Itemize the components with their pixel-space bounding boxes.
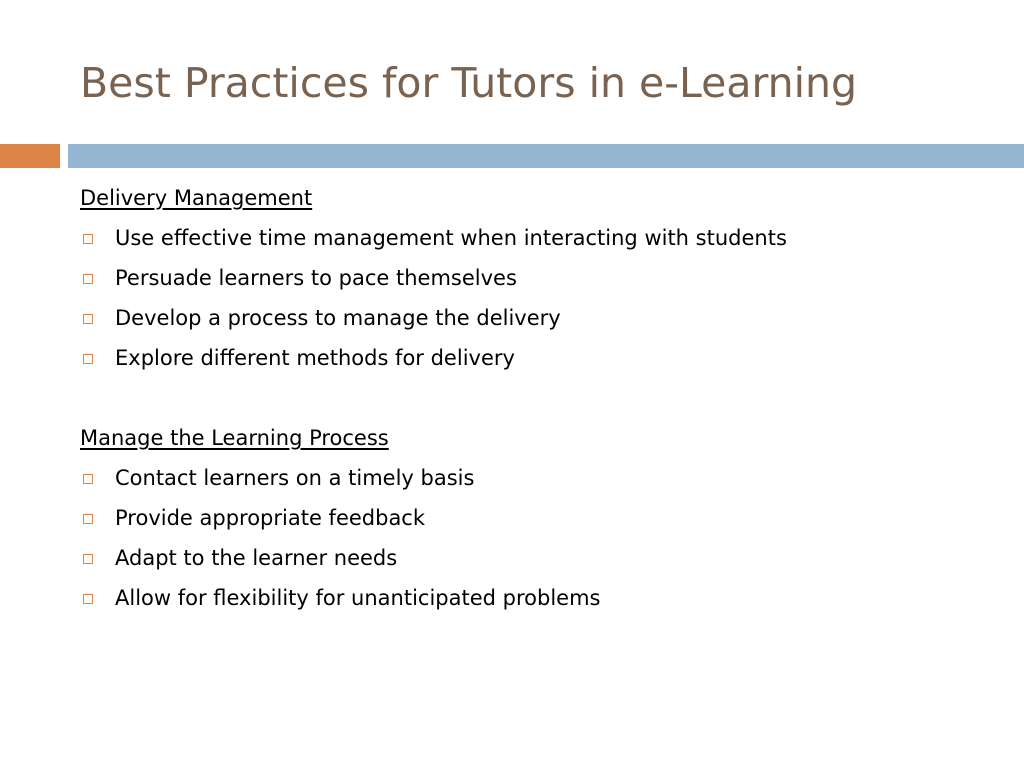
bullet-text: Explore different methods for delivery [115,346,515,370]
bullet-text: Use effective time management when interacting with students [115,226,787,250]
accent-bar-blue [68,144,1024,168]
bullet-text: Provide appropriate feedback [115,506,426,530]
square-bullet-icon [83,234,93,244]
section-heading: Delivery Management [80,186,313,210]
bullet-text: Develop a process to manage the delivery [115,306,561,330]
bullet-item [80,498,1000,538]
square-bullet-icon [83,594,93,604]
section-spacer [80,378,1000,418]
square-bullet-icon [83,474,93,484]
bullet-item [80,458,1000,498]
square-bullet-icon [83,514,93,524]
section-delivery-management [80,178,1000,378]
accent-bar-orange [0,144,60,168]
bullet-text: Adapt to the learner needs [115,546,398,570]
square-bullet-icon [83,354,93,364]
bullet-text: Contact learners on a timely basis [115,466,475,490]
bullet-text: Allow for flexibility for unanticipated problems [115,586,601,610]
bullet-item [80,258,1000,298]
bullet-item [80,538,1000,578]
section-manage-learning-process [80,418,1000,618]
bullet-item [80,578,1000,618]
section-heading: Manage the Learning Process [80,426,389,450]
square-bullet-icon [83,274,93,284]
bullet-item [80,338,1000,378]
slide-title: Best Practices for Tutors in e-Learning [80,59,858,107]
bullet-item [80,298,1000,338]
slide-content [80,178,1000,618]
bullet-text: Persuade learners to pace themselves [115,266,517,290]
bullet-item [80,218,1000,258]
square-bullet-icon [83,314,93,324]
square-bullet-icon [83,554,93,564]
